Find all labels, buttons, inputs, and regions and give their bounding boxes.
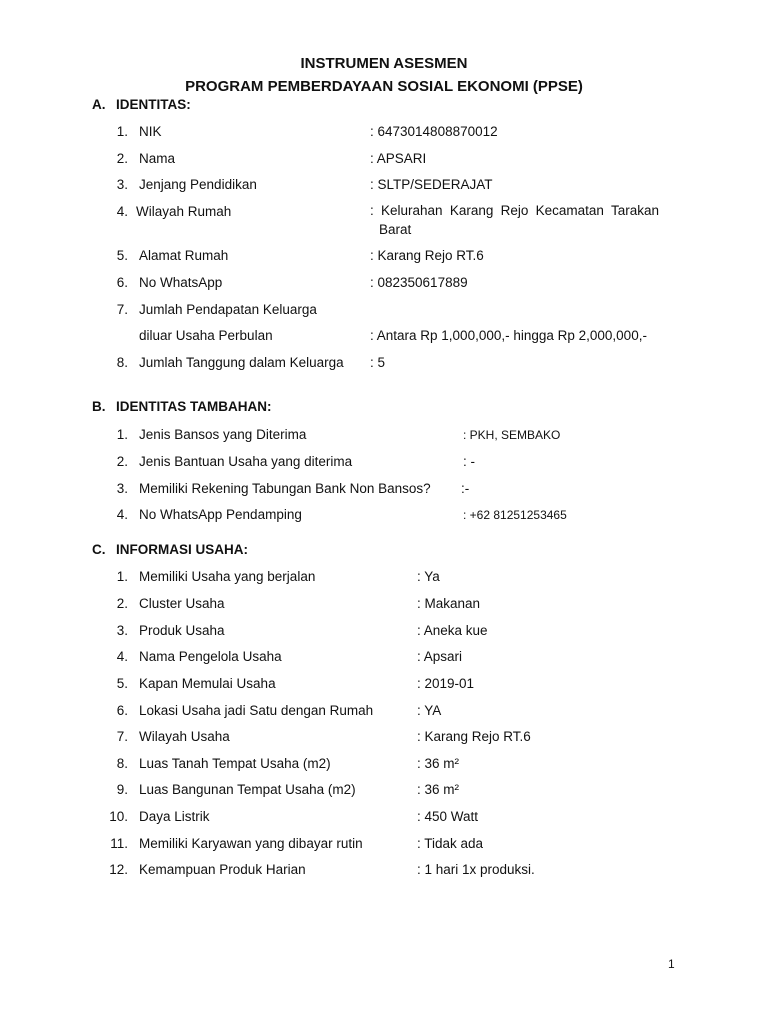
section-letter: B. — [92, 399, 106, 414]
item-number: 5. — [116, 248, 128, 263]
item-label: Cluster Usaha — [139, 596, 225, 611]
item-value: : Ya — [417, 569, 440, 584]
item-value: : 2019-01 — [417, 676, 475, 691]
list-item — [0, 807, 768, 827]
item-value: : 36 m² — [417, 782, 460, 797]
item-number: 1. — [116, 427, 128, 442]
item-number: 1. — [116, 569, 128, 584]
item-value: : Tidak ada — [417, 836, 484, 851]
list-item — [0, 834, 768, 854]
item-number: 8. — [116, 355, 128, 370]
list-item — [0, 860, 768, 880]
item-value: : Kelurahan Karang Rejo Kecamatan Tarakan — [370, 203, 659, 218]
item-number: 3. — [116, 177, 128, 192]
item-value-continuation: Barat — [379, 222, 412, 237]
section-c-heading — [92, 542, 248, 557]
item-value: : - — [463, 454, 475, 469]
item-value: : 1 hari 1x produksi. — [417, 862, 535, 877]
section-letter: C. — [92, 542, 106, 557]
item-value: : Makanan — [417, 596, 481, 611]
item-label: Kemampuan Produk Harian — [139, 862, 306, 877]
list-item-continuation — [0, 326, 768, 346]
item-value: : Karang Rejo RT.6 — [370, 248, 484, 263]
item-number: 2. — [116, 596, 128, 611]
list-item — [0, 353, 768, 373]
item-label: Wilayah Rumah — [136, 204, 232, 219]
item-label: Jenjang Pendidikan — [139, 177, 257, 192]
list-item — [0, 149, 768, 169]
item-label: Nama Pengelola Usaha — [139, 649, 282, 664]
item-number: 8. — [116, 756, 128, 771]
item-number: 7. — [116, 302, 128, 317]
item-label: No WhatsApp Pendamping — [139, 507, 302, 522]
item-value: : 6473014808870012 — [370, 124, 498, 139]
item-value: : Karang Rejo RT.6 — [417, 729, 531, 744]
item-label: No WhatsApp — [139, 275, 223, 290]
section-title: INFORMASI USAHA: — [116, 542, 248, 557]
item-label-continuation: diluar Usaha Perbulan — [139, 328, 273, 343]
item-number: 2. — [116, 454, 128, 469]
item-number: 9. — [116, 782, 128, 797]
list-item — [0, 567, 768, 587]
item-value: : Antara Rp 1,000,000,- hingga Rp 2,000,000,- — [370, 328, 647, 343]
item-label: Memiliki Karyawan yang dibayar rutin — [139, 836, 363, 851]
page-number: 1 — [668, 957, 675, 971]
list-item — [0, 452, 768, 472]
item-value: : 450 Watt — [417, 809, 479, 824]
item-number: 1. — [116, 124, 128, 139]
item-label: Daya Listrik — [139, 809, 210, 824]
list-item — [0, 122, 768, 142]
item-value: : Apsari — [417, 649, 463, 664]
item-value: : +62 81251253465 — [463, 508, 567, 522]
item-number: 4. — [116, 649, 128, 664]
item-label: Luas Tanah Tempat Usaha (m2) — [139, 756, 331, 771]
section-a-heading — [92, 97, 191, 112]
item-number: 2. — [116, 151, 128, 166]
list-item — [0, 246, 768, 266]
list-item-continuation — [0, 220, 768, 240]
item-number: 10. — [109, 809, 128, 824]
item-value: : YA — [417, 703, 442, 718]
item-number: 6. — [116, 703, 128, 718]
item-label: Kapan Memulai Usaha — [139, 676, 276, 691]
item-value: : APSARI — [370, 151, 427, 166]
list-item — [0, 780, 768, 800]
item-label: Produk Usaha — [139, 623, 225, 638]
list-item — [0, 479, 768, 499]
item-value: :- — [461, 481, 470, 496]
item-label: Wilayah Usaha — [139, 729, 230, 744]
item-label: Memiliki Rekening Tabungan Bank Non Bansos? — [139, 481, 431, 496]
section-title: IDENTITAS: — [116, 97, 191, 112]
document-subtitle: PROGRAM PEMBERDAYAAN SOSIAL EKONOMI (PPSE) — [185, 78, 583, 95]
section-title: IDENTITAS TAMBAHAN: — [116, 399, 272, 414]
list-item — [0, 701, 768, 721]
list-item — [0, 647, 768, 667]
item-number: 3. — [116, 481, 128, 496]
list-item — [0, 727, 768, 747]
item-label: Alamat Rumah — [139, 248, 229, 263]
section-b-heading — [92, 399, 271, 414]
list-item — [0, 621, 768, 641]
item-label: Memiliki Usaha yang berjalan — [139, 569, 316, 584]
item-value: : PKH, SEMBAKO — [463, 428, 561, 442]
item-number: 5. — [116, 676, 128, 691]
item-number: 7. — [116, 729, 128, 744]
item-number: 6. — [116, 275, 128, 290]
item-label: Jumlah Pendapatan Keluarga — [139, 302, 317, 317]
list-item — [0, 754, 768, 774]
section-letter: A. — [92, 97, 106, 112]
item-label: Jenis Bansos yang Diterima — [139, 427, 307, 442]
list-item — [0, 300, 768, 320]
list-item — [0, 202, 768, 222]
item-value: : 082350617889 — [370, 275, 468, 290]
item-label: Luas Bangunan Tempat Usaha (m2) — [139, 782, 356, 797]
item-label: Nama — [139, 151, 176, 166]
item-number: 4. — [116, 204, 128, 219]
item-label: NIK — [139, 124, 162, 139]
item-number: 3. — [116, 623, 128, 638]
list-item — [0, 175, 768, 195]
list-item — [0, 273, 768, 293]
item-label: Jenis Bantuan Usaha yang diterima — [139, 454, 353, 469]
list-item — [0, 505, 768, 525]
list-item — [0, 594, 768, 614]
document-title: INSTRUMEN ASESMEN — [300, 55, 468, 72]
item-number: 4. — [116, 507, 128, 522]
list-item — [0, 674, 768, 694]
item-value: : SLTP/SEDERAJAT — [370, 177, 493, 192]
item-value: : 5 — [370, 355, 386, 370]
item-value: : 36 m² — [417, 756, 460, 771]
item-label: Jumlah Tanggung dalam Keluarga — [139, 355, 344, 370]
item-number: 11. — [110, 836, 128, 851]
list-item — [0, 425, 768, 445]
item-number: 12. — [109, 862, 128, 877]
item-label: Lokasi Usaha jadi Satu dengan Rumah — [139, 703, 374, 718]
item-value: : Aneka kue — [417, 623, 488, 638]
